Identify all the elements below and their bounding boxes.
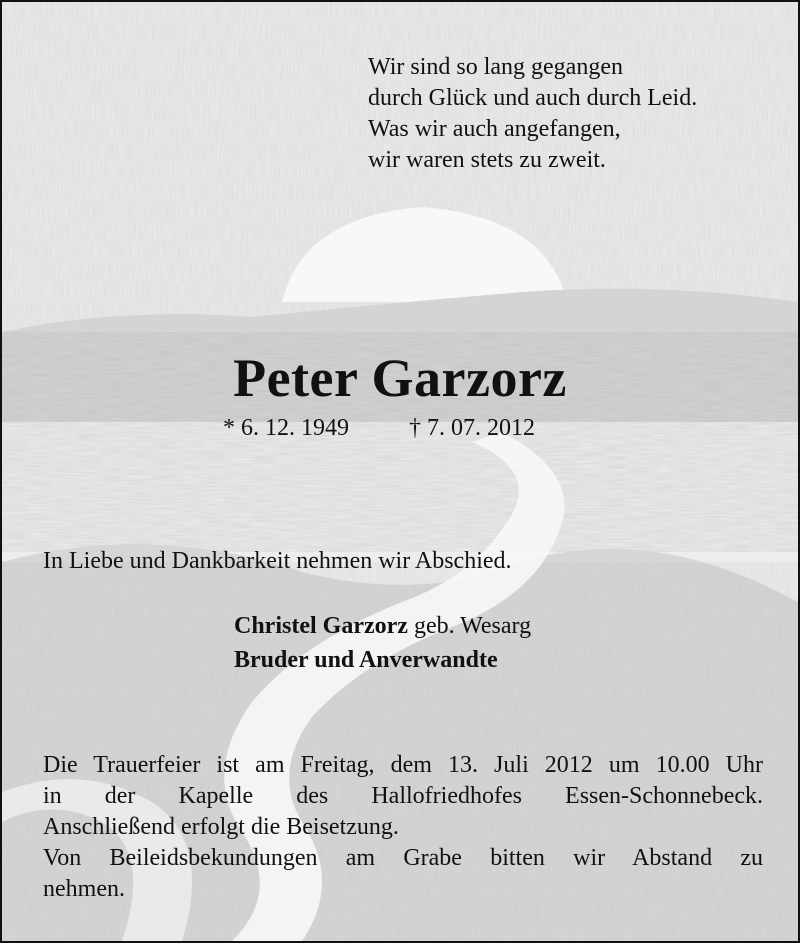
farewell-text: In Liebe und Dankbarkeit nehmen wir Abschied. [43, 548, 512, 574]
info-line: nehmen. [43, 876, 125, 902]
info-line: Von Beileidsbekundungen am Grabe bitten wir Abstand zu [43, 845, 763, 871]
mourners-block [234, 609, 531, 677]
mourner-maiden-name: geb. Wesarg [413, 613, 532, 639]
info-line: Anschließend erfolgt die Beisetzung. [43, 814, 399, 840]
birth-date: * 6. 12. 1949 [223, 415, 349, 441]
poem [368, 52, 697, 176]
info-line: Die Trauerfeier ist am Freitag, dem 13. Juli 2012 um 10.00 Uhr [43, 752, 763, 778]
deceased-name: Peter Garzorz [233, 348, 567, 408]
mourner-others: Bruder und Anverwandte [234, 647, 498, 673]
mourner-primary [234, 609, 531, 643]
poem-line: Was wir auch angefangen, [368, 116, 621, 142]
mourner-name: Christel Garzorz [234, 613, 408, 639]
info-line: in der Kapelle des Hallofriedhofes Essen-Schonnebeck. [43, 783, 763, 809]
poem-line: wir waren stets zu zweit. [368, 147, 606, 173]
funeral-info [43, 750, 763, 905]
poem-line: Wir sind so lang gegangen [368, 54, 623, 80]
death-date: † 7. 07. 2012 [409, 415, 535, 441]
life-dates [223, 413, 535, 443]
poem-line: durch Glück und auch durch Leid. [368, 85, 698, 111]
